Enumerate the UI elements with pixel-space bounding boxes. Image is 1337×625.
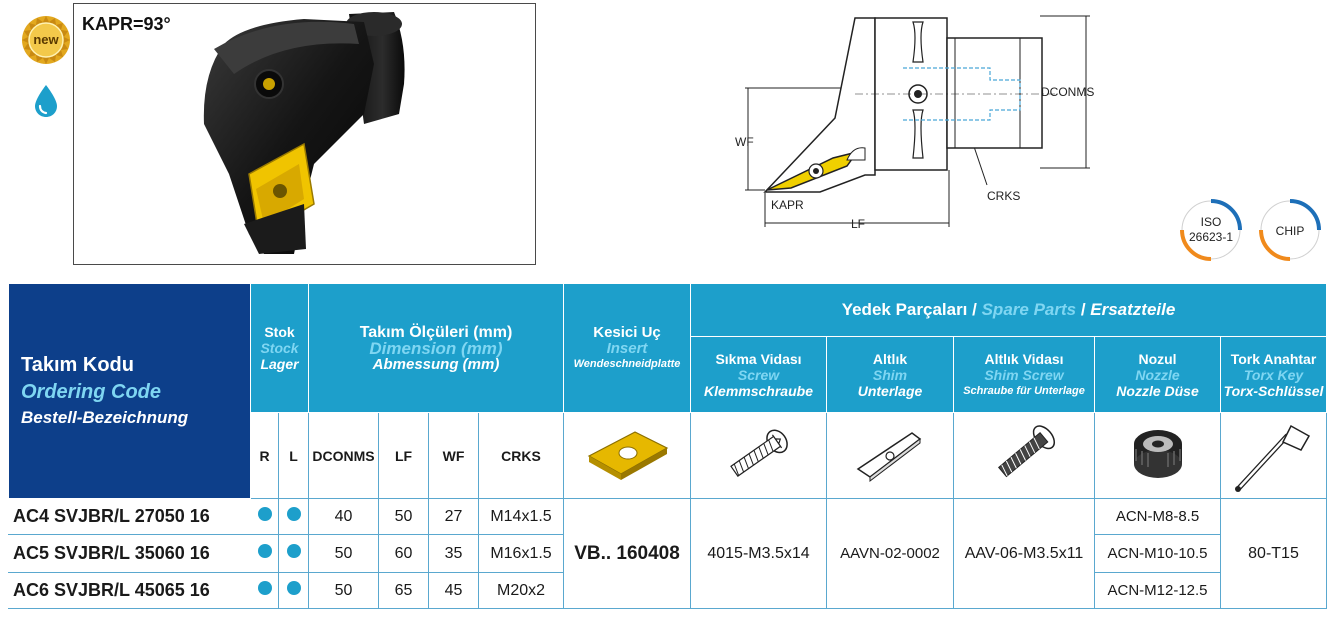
screw-de: Klemmschraube bbox=[704, 382, 813, 399]
screw-image-cell bbox=[691, 413, 827, 499]
stock-r bbox=[251, 499, 279, 535]
shim-screw-icon bbox=[974, 419, 1074, 489]
shim-icon bbox=[840, 419, 940, 489]
stock-l bbox=[279, 535, 309, 573]
nozzle-image-cell bbox=[1095, 413, 1221, 499]
stock-l-dot bbox=[287, 581, 301, 595]
ordering-code-en: Ordering Code bbox=[21, 381, 162, 403]
shim-image-cell bbox=[827, 413, 954, 499]
table-row bbox=[9, 499, 1327, 535]
screw-header bbox=[691, 337, 827, 413]
stock-r bbox=[251, 573, 279, 609]
shim-screw-de: Schraube für Unterlage bbox=[963, 384, 1085, 397]
stock-r bbox=[251, 535, 279, 573]
dim-col-crks: CRKS bbox=[479, 413, 564, 499]
row-crks: M16x1.5 bbox=[479, 535, 564, 573]
row-wf: 45 bbox=[429, 573, 479, 609]
shim-screw-value: AAV-06-M3.5x11 bbox=[954, 499, 1095, 609]
product-photo bbox=[73, 3, 536, 265]
row-lf: 65 bbox=[379, 573, 429, 609]
row-code: AC6 SVJBR/L 45065 16 bbox=[9, 573, 251, 609]
screw-icon bbox=[709, 419, 809, 489]
tool-holder-photo bbox=[74, 4, 535, 264]
dim-col-lf: LF bbox=[379, 413, 429, 499]
ordering-code-header bbox=[9, 284, 251, 499]
screw-value: 4015-M3.5x14 bbox=[691, 499, 827, 609]
ordering-code-de: Bestell-Bezeichnung bbox=[21, 408, 189, 427]
stock-r-dot bbox=[258, 544, 272, 558]
dim-col-wf: WF bbox=[429, 413, 479, 499]
stock-l-dot bbox=[287, 507, 301, 521]
dimension-header bbox=[309, 284, 564, 413]
kapr-dim-label: KAPR bbox=[771, 198, 804, 212]
row-dconms: 40 bbox=[309, 499, 379, 535]
iso-badge-line1: ISO bbox=[1200, 215, 1222, 229]
torx-key-tr: Tork Anahtar bbox=[1230, 350, 1317, 367]
row-lf: 50 bbox=[379, 499, 429, 535]
spare-parts-de: Ersatzteile bbox=[1090, 300, 1176, 319]
torx-key-de: Torx-Schlüssel bbox=[1223, 382, 1324, 399]
torx-key-en: Torx Key bbox=[1243, 366, 1304, 383]
shim-tr: Altlık bbox=[872, 350, 908, 367]
row-crks: M20x2 bbox=[479, 573, 564, 609]
spare-parts-tr: Yedek Parçaları bbox=[841, 300, 968, 319]
iso-badge-line2: 26623-1 bbox=[1188, 230, 1234, 244]
dimension-en: Dimension (mm) bbox=[369, 339, 503, 358]
row-nozzle: ACN-M10-10.5 bbox=[1095, 535, 1221, 573]
new-badge-icon bbox=[20, 14, 72, 66]
stock-l-dot bbox=[287, 544, 301, 558]
stock-header bbox=[251, 284, 309, 413]
spare-parts-sep-1: / bbox=[967, 300, 982, 319]
dconms-label: DCONMS bbox=[1041, 85, 1095, 99]
insert-code: VB.. 160408 bbox=[564, 499, 691, 609]
dim-col-dconms: DCONMS bbox=[309, 413, 379, 499]
coolant-drop-icon bbox=[33, 84, 59, 118]
shim-screw-tr: Altlık Vidası bbox=[984, 350, 1064, 367]
shim-en: Shim bbox=[872, 366, 908, 383]
stock-col-l: L bbox=[279, 413, 309, 499]
nozzle-header bbox=[1095, 337, 1221, 413]
stock-r-dot bbox=[258, 507, 272, 521]
row-nozzle: ACN-M12-12.5 bbox=[1095, 573, 1221, 609]
screw-tr: Sıkma Vidası bbox=[715, 350, 802, 367]
stock-col-r: R bbox=[251, 413, 279, 499]
chip-badge-label: CHIP bbox=[1275, 224, 1305, 238]
nozzle-tr: Nozul bbox=[1138, 350, 1177, 367]
row-crks: M14x1.5 bbox=[479, 499, 564, 535]
torx-key-image-cell bbox=[1221, 413, 1327, 499]
nozzle-icon bbox=[1118, 419, 1198, 489]
product-table bbox=[8, 283, 1327, 609]
nozzle-en: Nozzle bbox=[1135, 366, 1180, 383]
shim-screw-header bbox=[954, 337, 1095, 413]
row-dconms: 50 bbox=[309, 573, 379, 609]
screw-en: Screw bbox=[737, 366, 780, 383]
dimension-tr: Takım Ölçüleri (mm) bbox=[359, 324, 513, 341]
wf-label: WF bbox=[735, 135, 754, 149]
dimension-de: Abmessung (mm) bbox=[372, 356, 500, 373]
stock-l bbox=[279, 499, 309, 535]
row-nozzle: ACN-M8-8.5 bbox=[1095, 499, 1221, 535]
row-wf: 27 bbox=[429, 499, 479, 535]
technical-drawing bbox=[735, 10, 1135, 240]
shim-header bbox=[827, 337, 954, 413]
spare-parts-header bbox=[691, 284, 1327, 337]
ordering-code-tr: Takım Kodu bbox=[21, 354, 134, 376]
insert-de: Wendeschneidplatte bbox=[573, 358, 681, 370]
row-dconms: 50 bbox=[309, 535, 379, 573]
crks-label: CRKS bbox=[987, 189, 1021, 203]
stock-l bbox=[279, 573, 309, 609]
shim-screw-en: Shim Screw bbox=[984, 366, 1064, 383]
spare-parts-sep-2: / bbox=[1076, 300, 1091, 319]
row-lf: 60 bbox=[379, 535, 429, 573]
torx-key-header bbox=[1221, 337, 1327, 413]
new-badge-label: new bbox=[33, 32, 59, 47]
shim-de: Unterlage bbox=[857, 382, 923, 399]
stock-tr: Stok bbox=[264, 324, 295, 340]
torx-key-icon bbox=[1229, 414, 1319, 494]
stock-r-dot bbox=[258, 581, 272, 595]
kapr-label: KAPR=93° bbox=[82, 14, 171, 34]
nozzle-de: Nozzle Düse bbox=[1116, 382, 1199, 399]
insert-header bbox=[564, 284, 691, 413]
row-code: AC4 SVJBR/L 27050 16 bbox=[9, 499, 251, 535]
stock-en: Stock bbox=[260, 340, 299, 356]
spare-parts-en: Spare Parts bbox=[981, 300, 1077, 319]
insert-tr: Kesici Uç bbox=[593, 324, 661, 341]
stock-de: Lager bbox=[260, 356, 299, 372]
chip-badge-icon bbox=[1255, 195, 1325, 265]
iso-badge-icon bbox=[1176, 195, 1246, 265]
lf-label: LF bbox=[851, 217, 866, 231]
insert-image-cell bbox=[564, 413, 691, 499]
insert-icon bbox=[581, 424, 673, 484]
row-wf: 35 bbox=[429, 535, 479, 573]
shim-screw-image-cell bbox=[954, 413, 1095, 499]
shim-value: AAVN-02-0002 bbox=[827, 499, 954, 609]
torx-key-value: 80-T15 bbox=[1221, 499, 1327, 609]
insert-en: Insert bbox=[606, 340, 648, 357]
row-code: AC5 SVJBR/L 35060 16 bbox=[9, 535, 251, 573]
